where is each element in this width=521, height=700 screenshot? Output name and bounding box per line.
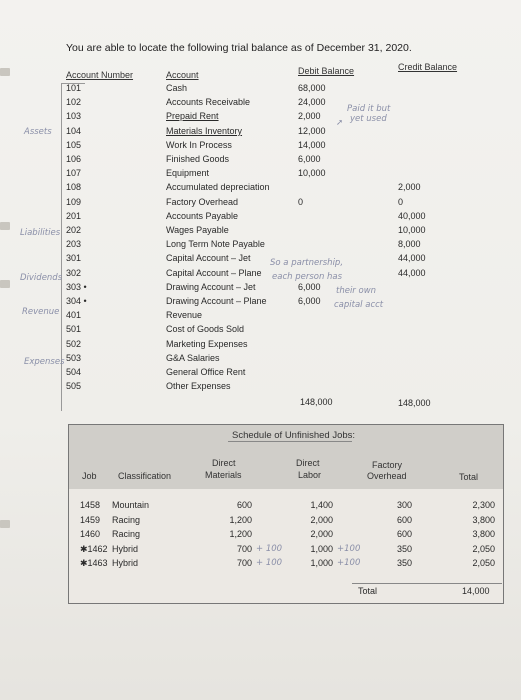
tb-row-account: Finished Goods bbox=[166, 154, 230, 164]
tb-row-number: 502 bbox=[66, 339, 82, 349]
tb-row-number: 501 bbox=[66, 324, 82, 334]
sched-row-classification: Hybrid bbox=[112, 544, 139, 554]
tb-row-number: 201 bbox=[66, 211, 82, 221]
tb-row-debit: 14,000 bbox=[298, 140, 326, 150]
sched-row-dm: 700 bbox=[236, 558, 252, 568]
sched-row-job: 1460 bbox=[80, 529, 101, 539]
tb-row-account: Other Expenses bbox=[166, 381, 231, 391]
tb-row-account: Factory Overhead bbox=[166, 197, 239, 207]
arrow-icon: ➚ bbox=[336, 118, 344, 128]
total-debit: 148,000 bbox=[300, 397, 333, 407]
tb-row-credit: 0 bbox=[398, 197, 404, 207]
tb-row-debit: 6,000 bbox=[298, 154, 321, 164]
tb-row-number: 107 bbox=[66, 168, 82, 178]
total-separator bbox=[352, 583, 502, 584]
tb-row-account: Work In Process bbox=[166, 140, 232, 150]
tb-row-debit: 6,000 bbox=[298, 282, 321, 292]
sched-header-dm-2: Materials bbox=[205, 470, 242, 480]
sched-row-dm: 600 bbox=[236, 500, 252, 510]
sched-row-total: 2,300 bbox=[472, 500, 495, 510]
tb-row-number: 106 bbox=[66, 154, 82, 164]
tb-row-debit: 12,000 bbox=[298, 126, 326, 136]
sched-row-job: 1458 bbox=[80, 500, 101, 510]
margin-mark bbox=[0, 68, 10, 76]
sched-header-fo-2: Overhead bbox=[367, 471, 407, 481]
tb-row-account: General Office Rent bbox=[166, 367, 246, 377]
sched-row-classification: Hybrid bbox=[112, 558, 139, 568]
tb-row-debit: 6,000 bbox=[298, 296, 321, 306]
sched-row-dl: 1,400 bbox=[310, 500, 333, 510]
sched-row-total: 2,050 bbox=[472, 558, 495, 568]
tb-row-number: 202 bbox=[66, 225, 82, 235]
header-account-number: Account Number bbox=[66, 70, 134, 80]
tb-row-credit: 10,000 bbox=[398, 225, 426, 235]
sched-row-fo: 600 bbox=[396, 515, 412, 525]
note-assets: Assets bbox=[24, 127, 52, 137]
tb-row-account: Equipment bbox=[166, 168, 210, 178]
note-prepaid-1: Paid it but bbox=[347, 104, 391, 114]
note-partnership-2: each person has bbox=[272, 272, 343, 282]
tb-row-account: Accounts Receivable bbox=[166, 97, 251, 107]
sched-header-total: Total bbox=[459, 472, 479, 482]
margin-mark bbox=[0, 280, 10, 288]
title-underline bbox=[228, 441, 352, 442]
note-partnership-3: their own bbox=[336, 286, 377, 296]
tb-row-number: 401 bbox=[66, 310, 82, 320]
tb-row-number: 203 bbox=[66, 239, 82, 249]
sched-row-fo: 350 bbox=[396, 558, 412, 568]
note-liabilities: Liabilities bbox=[20, 228, 61, 238]
tb-row-account: Capital Account – Plane bbox=[166, 268, 262, 278]
sched-row-dl-note: +100 bbox=[337, 558, 361, 568]
intro-text: You are able to locate the following trial balance as of December 31, 2020. bbox=[66, 42, 412, 54]
note-partnership-4: capital acct bbox=[334, 300, 384, 310]
sched-total-value: 14,000 bbox=[462, 586, 490, 596]
tb-row-account: Wages Payable bbox=[166, 225, 229, 235]
tb-row-debit: 24,000 bbox=[298, 97, 326, 107]
sched-total-label: Total bbox=[358, 586, 378, 596]
tb-row-credit: 40,000 bbox=[398, 211, 426, 221]
sched-row-dm-note: + 100 bbox=[256, 544, 283, 554]
tb-row-account: Long Term Note Payable bbox=[166, 239, 265, 249]
tb-row-account: Revenue bbox=[166, 310, 203, 320]
header-credit: Credit Balance bbox=[398, 62, 458, 72]
note-partnership-1: So a partnership, bbox=[270, 258, 344, 268]
tb-row-debit: 2,000 bbox=[298, 111, 321, 121]
tb-row-account: Marketing Expenses bbox=[166, 339, 248, 349]
sched-row-fo: 300 bbox=[396, 500, 412, 510]
sched-row-dm: 700 bbox=[236, 544, 252, 554]
tb-row-number: 302 bbox=[66, 268, 82, 278]
sched-header-dl-2: Labor bbox=[298, 470, 322, 480]
sched-row-fo: 350 bbox=[396, 544, 412, 554]
sched-row-dm: 1,200 bbox=[229, 529, 252, 539]
tb-row-number: 503 bbox=[66, 353, 82, 363]
tb-row-number: 102 bbox=[66, 97, 82, 107]
margin-mark bbox=[0, 222, 10, 230]
sched-header-dm-1: Direct bbox=[212, 458, 236, 468]
sched-row-classification: Mountain bbox=[112, 500, 150, 510]
sched-row-dl: 2,000 bbox=[310, 515, 333, 525]
sched-row-dl: 2,000 bbox=[310, 529, 333, 539]
tb-row-account: Materials Inventory bbox=[166, 126, 243, 136]
tb-row-account: Drawing Account – Plane bbox=[166, 296, 267, 306]
tb-row-number: 301 bbox=[66, 253, 82, 263]
sched-row-total: 2,050 bbox=[472, 544, 495, 554]
tb-row-account: Cost of Goods Sold bbox=[166, 324, 245, 334]
tb-row-number: 303 • bbox=[66, 282, 87, 292]
note-expenses: Expenses bbox=[24, 357, 65, 367]
schedule-table bbox=[68, 424, 504, 604]
tb-row-account: Accumulated depreciation bbox=[166, 182, 270, 192]
tb-row-credit: 44,000 bbox=[398, 268, 426, 278]
sched-row-job: 1459 bbox=[80, 515, 101, 525]
tb-row-number: 103 bbox=[66, 111, 82, 121]
total-credit: 148,000 bbox=[398, 398, 431, 408]
tb-row-number: 304 • bbox=[66, 296, 87, 306]
tb-row-number: 101 bbox=[66, 83, 82, 93]
note-revenue: Revenue bbox=[22, 307, 60, 317]
tb-row-account: Capital Account – Jet bbox=[166, 253, 251, 263]
sched-row-dl-note: +100 bbox=[337, 544, 361, 554]
tb-row-debit: 0 bbox=[298, 197, 304, 207]
sched-row-total: 3,800 bbox=[472, 515, 495, 525]
tb-row-account: Accounts Payable bbox=[166, 211, 239, 221]
sched-row-total: 3,800 bbox=[472, 529, 495, 539]
margin-mark bbox=[0, 520, 10, 528]
header-debit: Debit Balance bbox=[298, 66, 355, 76]
sched-row-fo: 600 bbox=[396, 529, 412, 539]
tb-row-debit: 10,000 bbox=[298, 168, 326, 178]
tb-row-number: 505 bbox=[66, 381, 82, 391]
tb-row-credit: 8,000 bbox=[398, 239, 421, 249]
sched-header-job: Job bbox=[82, 471, 97, 481]
tb-row-debit: 68,000 bbox=[298, 83, 326, 93]
note-prepaid-2: yet used bbox=[350, 114, 387, 124]
tb-row-account: G&A Salaries bbox=[166, 353, 220, 363]
sched-header-classification: Classification bbox=[118, 471, 172, 481]
sched-header-dl-1: Direct bbox=[296, 458, 320, 468]
tb-row-number: 108 bbox=[66, 182, 82, 192]
tb-row-account: Prepaid Rent bbox=[166, 111, 219, 121]
tb-row-account: Drawing Account – Jet bbox=[166, 282, 256, 292]
sched-row-classification: Racing bbox=[112, 515, 141, 525]
sched-row-dm: 1,200 bbox=[229, 515, 252, 525]
tb-row-account: Cash bbox=[166, 83, 188, 93]
sched-row-dl: 1,000 bbox=[310, 544, 333, 554]
header-account: Account bbox=[166, 70, 199, 80]
sched-row-dm-note: + 100 bbox=[256, 558, 283, 568]
tb-row-credit: 44,000 bbox=[398, 253, 426, 263]
sched-row-job: ✱1462 bbox=[80, 544, 108, 554]
sched-row-job: ✱1463 bbox=[80, 558, 108, 568]
note-dividends: Dividends bbox=[20, 273, 63, 283]
tb-row-credit: 2,000 bbox=[398, 182, 421, 192]
tb-row-number: 504 bbox=[66, 367, 82, 377]
sched-header-fo-1: Factory bbox=[372, 460, 403, 470]
tb-row-number: 105 bbox=[66, 140, 82, 150]
sched-row-classification: Racing bbox=[112, 529, 141, 539]
tb-row-number: 109 bbox=[66, 197, 82, 207]
tb-row-number: 104 bbox=[66, 126, 82, 136]
sched-row-dl: 1,000 bbox=[310, 558, 333, 568]
schedule-title: Schedule of Unfinished Jobs: bbox=[232, 430, 356, 441]
